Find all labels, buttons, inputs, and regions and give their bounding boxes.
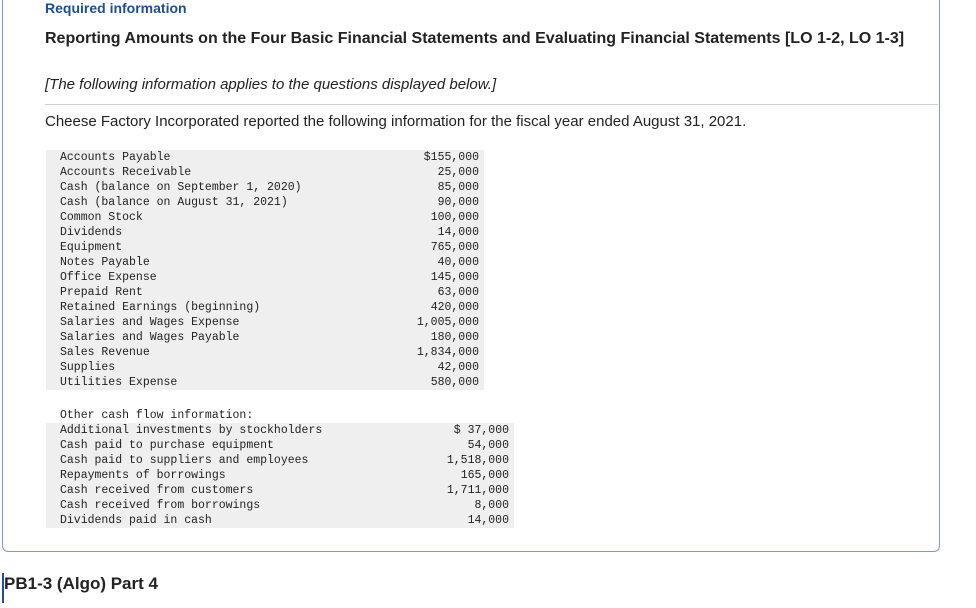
cash-flow-row-label: Cash received from customers bbox=[46, 483, 419, 498]
account-row-label: Accounts Receivable bbox=[46, 165, 389, 180]
required-information-label: Required information bbox=[45, 0, 187, 16]
applies-note: [The following information applies to the questions displayed below.] bbox=[45, 76, 497, 93]
cash-flow-row-label: Additional investments by stockholders bbox=[46, 423, 419, 438]
account-row-amount: 1,834,000 bbox=[389, 345, 484, 360]
account-row-label: Notes Payable bbox=[46, 255, 389, 270]
account-row-amount: 1,005,000 bbox=[389, 315, 484, 330]
account-row-amount: 420,000 bbox=[389, 300, 484, 315]
account-row bbox=[46, 375, 484, 390]
cash-flow-row-label: Dividends paid in cash bbox=[46, 513, 419, 528]
cash-flow-row bbox=[46, 513, 514, 528]
account-row bbox=[46, 150, 484, 165]
cash-flow-row-amount: 8,000 bbox=[419, 498, 514, 513]
account-row-label: Accounts Payable bbox=[46, 150, 389, 165]
account-row bbox=[46, 225, 484, 240]
account-row bbox=[46, 195, 484, 210]
account-row-amount: 765,000 bbox=[389, 240, 484, 255]
account-row-amount: 85,000 bbox=[389, 180, 484, 195]
account-row-amount: 580,000 bbox=[389, 375, 484, 390]
cash-flow-row bbox=[46, 468, 514, 483]
account-row-amount: 14,000 bbox=[389, 225, 484, 240]
account-row-amount: 63,000 bbox=[389, 285, 484, 300]
cash-flow-row-label: Cash paid to suppliers and employees bbox=[46, 453, 419, 468]
account-row-amount: 40,000 bbox=[389, 255, 484, 270]
cash-flow-row-amount: 14,000 bbox=[419, 513, 514, 528]
account-row-amount: $155,000 bbox=[389, 150, 484, 165]
intro-text: Cheese Factory Incorporated reported the following information for the fiscal year ended August 31, 2021. bbox=[45, 113, 747, 130]
cash-flow-row-label: Repayments of borrowings bbox=[46, 468, 419, 483]
cash-flow-heading-row bbox=[46, 408, 514, 423]
account-row-label: Supplies bbox=[46, 360, 389, 375]
account-row-label: Salaries and Wages Payable bbox=[46, 330, 389, 345]
cash-flow-heading: Other cash flow information: bbox=[60, 409, 254, 422]
cash-flow-row-amount: $ 37,000 bbox=[419, 423, 514, 438]
account-row bbox=[46, 165, 484, 180]
account-row bbox=[46, 300, 484, 315]
accounts-table bbox=[46, 150, 484, 390]
cash-flow-row bbox=[46, 498, 514, 513]
account-row-amount: 100,000 bbox=[389, 210, 484, 225]
account-row bbox=[46, 270, 484, 285]
cash-flow-row-amount: 165,000 bbox=[419, 468, 514, 483]
problem-title: Reporting Amounts on the Four Basic Financial Statements and Evaluating Financial Statements [LO 1-2, LO 1-3] bbox=[45, 30, 905, 47]
account-row-amount: 42,000 bbox=[389, 360, 484, 375]
account-row-amount: 90,000 bbox=[389, 195, 484, 210]
cash-flow-row bbox=[46, 438, 514, 453]
cash-flow-row-label: Cash received from borrowings bbox=[46, 498, 419, 513]
account-row-label: Common Stock bbox=[46, 210, 389, 225]
account-row bbox=[46, 180, 484, 195]
account-row-label: Dividends bbox=[46, 225, 389, 240]
account-row-label: Retained Earnings (beginning) bbox=[46, 300, 389, 315]
account-row bbox=[46, 360, 484, 375]
account-row bbox=[46, 210, 484, 225]
cash-flow-row-amount: 1,711,000 bbox=[419, 483, 514, 498]
cash-flow-row-label: Cash paid to purchase equipment bbox=[46, 438, 419, 453]
account-row-label: Office Expense bbox=[46, 270, 389, 285]
account-row-amount: 180,000 bbox=[389, 330, 484, 345]
cash-flow-row bbox=[46, 483, 514, 498]
account-row-label: Prepaid Rent bbox=[46, 285, 389, 300]
cash-flow-table bbox=[46, 408, 514, 528]
account-row bbox=[46, 285, 484, 300]
account-row bbox=[46, 315, 484, 330]
cash-flow-row bbox=[46, 423, 514, 438]
cash-flow-row-amount: 1,518,000 bbox=[419, 453, 514, 468]
account-row-amount: 145,000 bbox=[389, 270, 484, 285]
account-row-label: Cash (balance on September 1, 2020) bbox=[46, 180, 389, 195]
account-row-label: Cash (balance on August 31, 2021) bbox=[46, 195, 389, 210]
cash-flow-row-amount: 54,000 bbox=[419, 438, 514, 453]
account-row-label: Equipment bbox=[46, 240, 389, 255]
divider bbox=[45, 104, 938, 105]
account-row-label: Utilities Expense bbox=[46, 375, 389, 390]
account-row-amount: 25,000 bbox=[389, 165, 484, 180]
account-row-label: Salaries and Wages Expense bbox=[46, 315, 389, 330]
account-row-label: Sales Revenue bbox=[46, 345, 389, 360]
account-row bbox=[46, 345, 484, 360]
account-row bbox=[46, 240, 484, 255]
account-row bbox=[46, 255, 484, 270]
part-label: PB1-3 (Algo) Part 4 bbox=[4, 574, 158, 593]
account-row bbox=[46, 330, 484, 345]
cash-flow-row bbox=[46, 453, 514, 468]
